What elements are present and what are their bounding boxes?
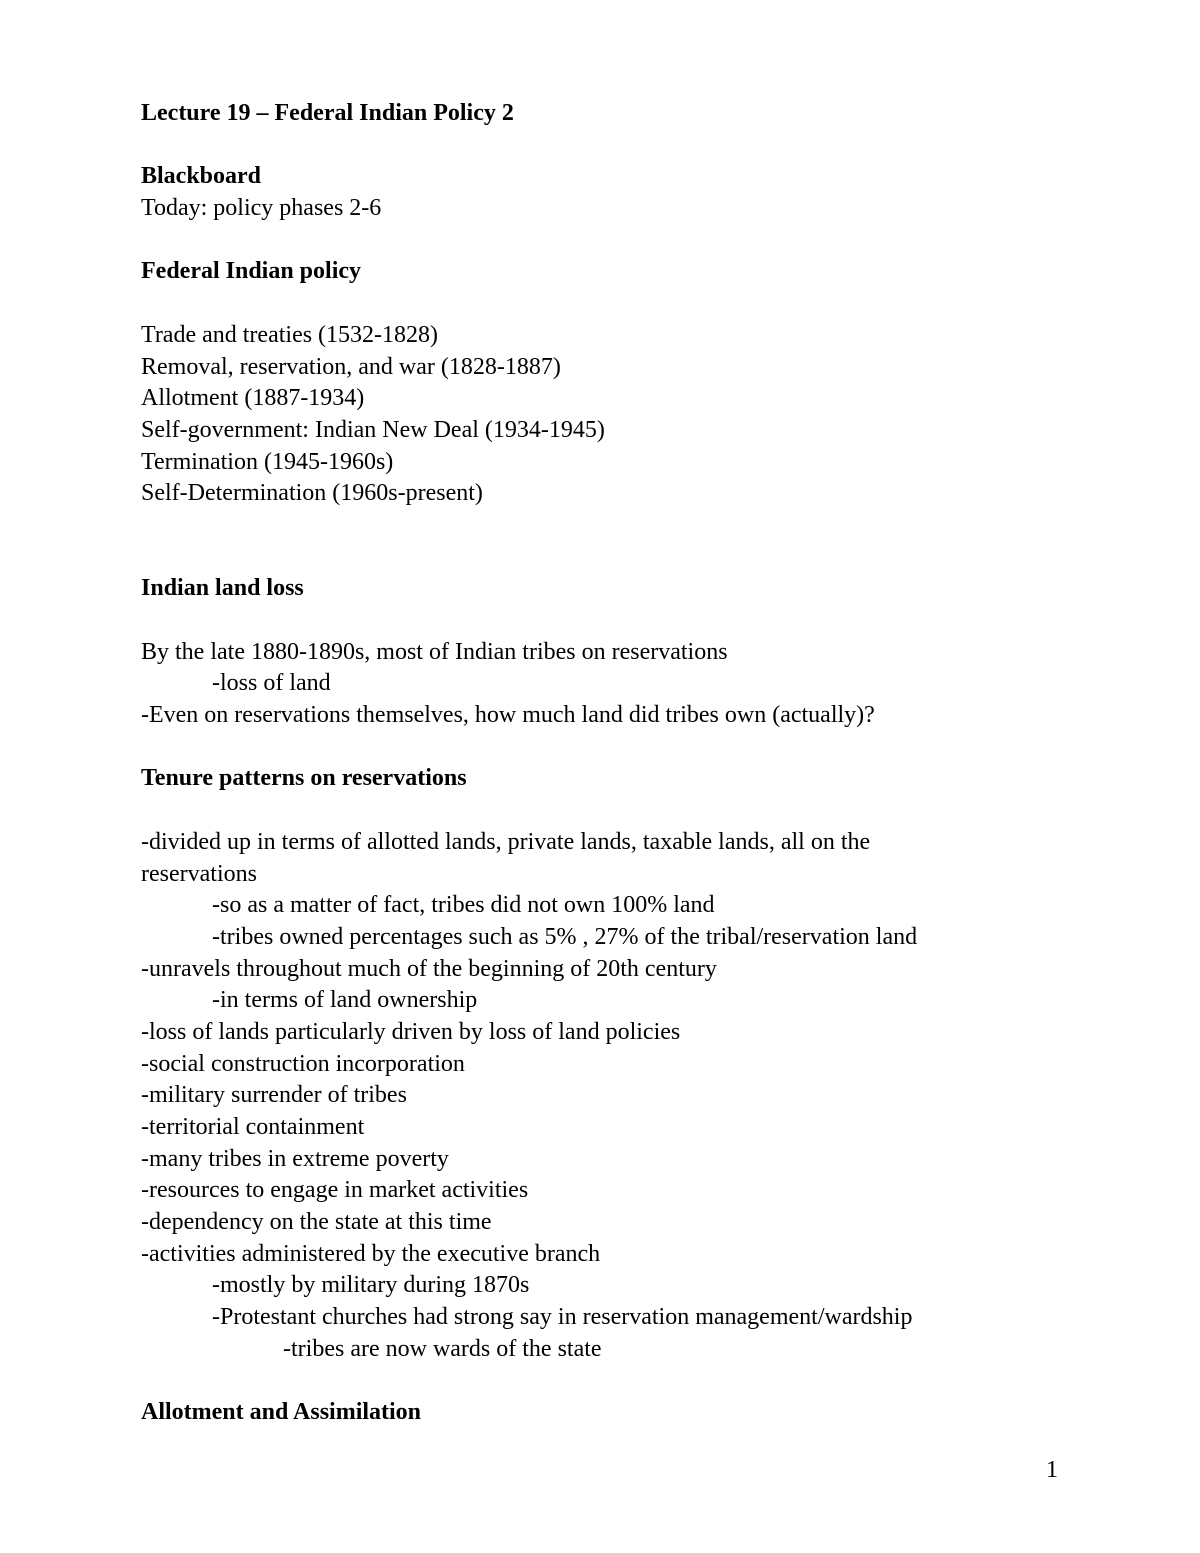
- note-line-indented: -loss of land: [212, 670, 331, 697]
- spacer: [141, 732, 1141, 764]
- spacer: [141, 605, 1141, 637]
- federal-policy-heading: Federal Indian policy: [141, 258, 362, 285]
- spacer: [141, 542, 1141, 574]
- note-line: -unravels throughout much of the beginning of 20th century: [141, 955, 717, 982]
- note-line-indented: -in terms of land ownership: [212, 987, 478, 1014]
- note-line: reservations: [141, 860, 257, 887]
- policy-phase: Trade and treaties (1532-1828): [141, 321, 439, 348]
- note-line: -social construction incorporation: [141, 1050, 465, 1077]
- note-line: -resources to engage in market activities: [141, 1177, 529, 1204]
- tenure-heading: Tenure patterns on reservations: [141, 765, 467, 792]
- note-line: -Even on reservations themselves, how much land did tribes own (actually)?: [141, 702, 875, 729]
- spacer: [141, 130, 1141, 162]
- lecture-title: Lecture 19 – Federal Indian Policy 2: [141, 100, 514, 126]
- spacer: [141, 510, 1141, 542]
- note-line: -activities administered by the executive branch: [141, 1240, 601, 1267]
- note-line-indented: -mostly by military during 1870s: [212, 1272, 530, 1299]
- note-line: -territorial containment: [141, 1114, 365, 1140]
- note-line: -dependency on the state at this time: [141, 1209, 492, 1236]
- document-body: [141, 98, 1141, 1429]
- spacer: [141, 795, 1141, 827]
- page-number: 1: [1046, 1457, 1058, 1483]
- spacer: [141, 288, 1141, 320]
- note-line-indented: -Protestant churches had strong say in reservation management/wardship: [212, 1304, 913, 1331]
- land-loss-heading: Indian land loss: [141, 575, 304, 602]
- policy-phase: Removal, reservation, and war (1828-1887): [141, 353, 561, 380]
- blackboard-heading: Blackboard: [141, 163, 262, 190]
- policy-phase: Allotment (1887-1934): [141, 385, 365, 412]
- spacer: [141, 1366, 1141, 1398]
- note-line: -military surrender of tribes: [141, 1082, 407, 1109]
- note-line: -many tribes in extreme poverty: [141, 1145, 449, 1172]
- note-line: By the late 1880-1890s, most of Indian tribes on reservations: [141, 638, 728, 665]
- policy-phase: Termination (1945-1960s): [141, 448, 394, 475]
- note-line: -divided up in terms of allotted lands, private lands, taxable lands, all on the: [141, 828, 871, 855]
- note-line-indented: -tribes owned percentages such as 5% , 27% of the tribal/reservation land: [212, 923, 918, 950]
- note-line: -loss of lands particularly driven by loss of land policies: [141, 1018, 681, 1045]
- note-line-double-indented: -tribes are now wards of the state: [283, 1335, 602, 1362]
- note-line-indented: -so as a matter of fact, tribes did not own 100% land: [212, 892, 715, 919]
- policy-phase: Self-government: Indian New Deal (1934-1945): [141, 416, 605, 443]
- spacer: [141, 225, 1141, 257]
- policy-phase: Self-Determination (1960s-present): [141, 480, 483, 507]
- allotment-heading: Allotment and Assimilation: [141, 1399, 422, 1426]
- today-line: Today: policy phases 2-6: [141, 195, 382, 222]
